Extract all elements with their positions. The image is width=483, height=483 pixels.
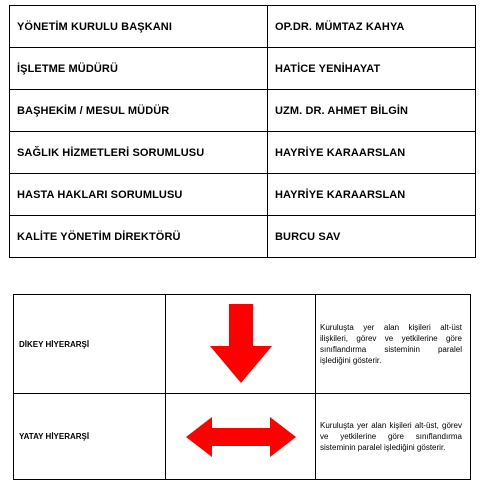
arrow-down-icon — [208, 304, 274, 384]
role-title: HASTA HAKLARI SORUMLUSU — [10, 174, 268, 216]
role-title: İŞLETME MÜDÜRÜ — [10, 48, 268, 90]
table-row — [10, 90, 476, 132]
person-name: HAYRİYE KARAARSLAN — [268, 132, 476, 174]
role-title: SAĞLIK HİZMETLERİ SORUMLUSU — [10, 132, 268, 174]
role-title: BAŞHEKİM / MESUL MÜDÜR — [10, 90, 268, 132]
management-roles-table — [9, 5, 476, 258]
arrow-cell — [166, 394, 316, 480]
person-name: UZM. DR. AHMET BİLGİN — [268, 90, 476, 132]
person-name: OP.DR. MÜMTAZ KAHYA — [268, 6, 476, 48]
table-row — [10, 48, 476, 90]
hierarchy-label: YATAY HİYERARŞİ — [14, 394, 166, 480]
table-row — [14, 394, 471, 480]
hierarchy-table — [13, 294, 471, 480]
table-row — [14, 295, 471, 394]
person-name: HATİCE YENİHAYAT — [268, 48, 476, 90]
table-row — [10, 216, 476, 258]
table-row — [10, 174, 476, 216]
person-name: BURCU SAV — [268, 216, 476, 258]
hierarchy-label: DİKEY HİYERARŞİ — [14, 295, 166, 394]
table-row — [10, 6, 476, 48]
table-row — [10, 132, 476, 174]
arrow-cell — [166, 295, 316, 394]
role-title: KALİTE YÖNETİM DİREKTÖRÜ — [10, 216, 268, 258]
role-title: YÖNETİM KURULU BAŞKANI — [10, 6, 268, 48]
hierarchy-description: Kuruluşta yer alan kişileri alt-üst, görev ve yetkilerine göre sınıflandırma sisteminin paralel işlediğini gösterir. — [316, 394, 471, 480]
arrow-left-right-icon — [186, 417, 296, 457]
hierarchy-description: Kuruluşta yer alan kişileri alt-üst ilişkileri, görev ve yetkilerine göre sınıflandırma sisteminin paralel işlediğini gösterir. — [316, 295, 471, 394]
person-name: HAYRİYE KARAARSLAN — [268, 174, 476, 216]
